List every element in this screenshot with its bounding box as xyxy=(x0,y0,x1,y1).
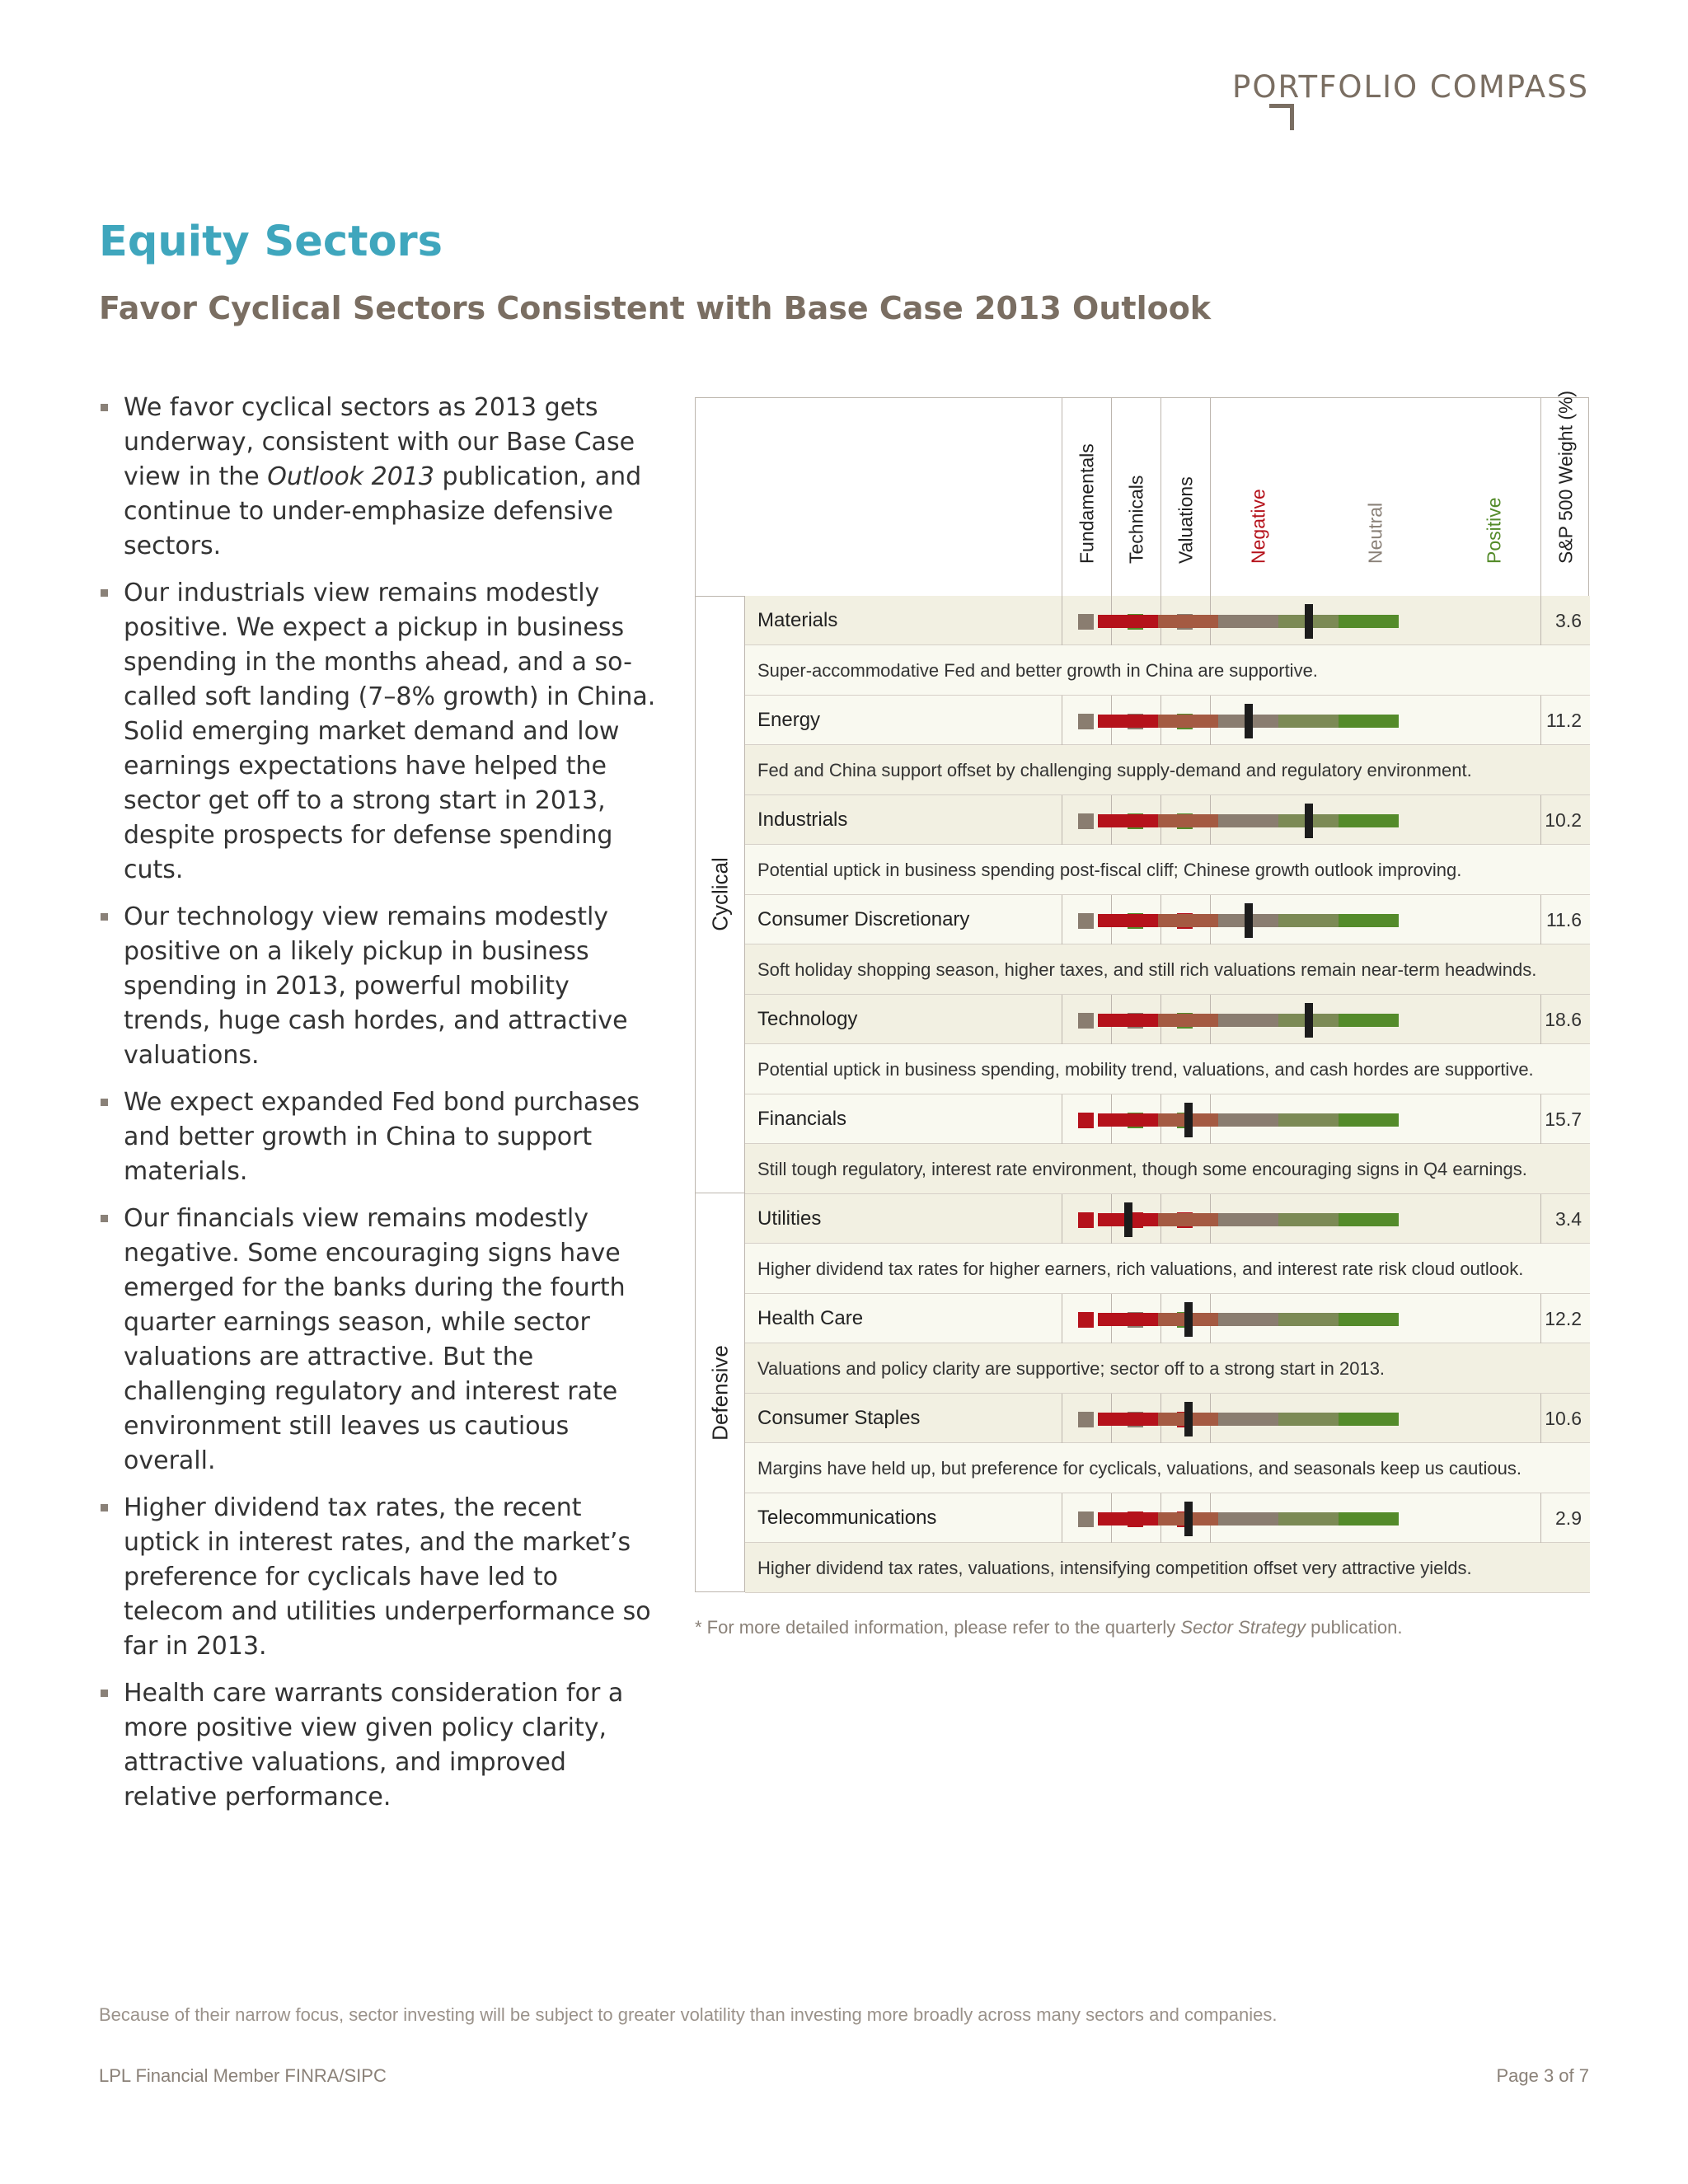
sector-comment-row xyxy=(745,1044,1590,1094)
scale-segment xyxy=(1339,1313,1399,1326)
outlook-marker xyxy=(1184,1502,1193,1536)
scale-segment xyxy=(1278,1413,1339,1426)
fundamentals-indicator xyxy=(1078,1511,1094,1527)
sp500-weight: 18.6 xyxy=(1545,1009,1582,1030)
sp500-weight: 12.2 xyxy=(1545,1308,1582,1329)
outlook-marker xyxy=(1305,804,1313,838)
sector-comment-row xyxy=(745,1144,1590,1194)
scale-segment xyxy=(1278,715,1339,728)
scale-segment xyxy=(1339,1413,1399,1426)
fundamentals-indicator xyxy=(1078,1312,1094,1328)
scale-segment xyxy=(1218,814,1278,827)
scale-segment xyxy=(1218,1113,1278,1127)
column-divider xyxy=(1540,995,1541,1044)
fundamentals-indicator xyxy=(1078,1113,1094,1128)
page-title: Equity Sectors xyxy=(99,218,443,266)
scale-segment xyxy=(1098,1413,1158,1426)
scale-segment xyxy=(1339,914,1399,927)
bullet-square-icon xyxy=(101,1215,108,1222)
scale-segment xyxy=(1339,615,1399,628)
sector-name: Technology xyxy=(757,1008,858,1030)
sector-name: Energy xyxy=(757,709,821,731)
sp500-weight: 10.2 xyxy=(1545,809,1582,831)
sector-row xyxy=(745,1493,1590,1543)
outlook-marker xyxy=(1184,1302,1193,1337)
bullet-square-icon xyxy=(101,589,108,597)
column-divider xyxy=(1540,1094,1541,1144)
fundamentals-indicator xyxy=(1078,1412,1094,1427)
sector-row xyxy=(745,1294,1590,1343)
column-divider xyxy=(1540,895,1541,944)
outlook-scale-bar xyxy=(1098,1014,1399,1027)
sp500-weight: 11.2 xyxy=(1545,710,1582,731)
scale-segment xyxy=(1158,1014,1218,1027)
bullet-item xyxy=(99,1085,659,1189)
sector-row xyxy=(745,995,1590,1044)
bullet-item xyxy=(99,1491,659,1664)
brand-corner-mark xyxy=(1269,104,1294,130)
page-subtitle: Favor Cyclical Sectors Consistent with Base Case 2013 Outlook xyxy=(99,290,1212,326)
sector-comment-row xyxy=(745,1443,1590,1493)
column-divider xyxy=(1540,795,1541,845)
scale-segment xyxy=(1158,615,1218,628)
sp500-weight: 11.6 xyxy=(1545,909,1582,930)
outlook-scale-bar xyxy=(1098,615,1399,628)
scale-segment xyxy=(1339,814,1399,827)
scale-segment xyxy=(1098,615,1158,628)
bullet-item xyxy=(99,576,659,888)
scale-segment xyxy=(1278,1512,1339,1526)
scale-segment xyxy=(1339,715,1399,728)
fundamentals-indicator xyxy=(1078,1013,1094,1029)
scale-segment xyxy=(1339,1113,1399,1127)
scale-segment xyxy=(1278,1113,1339,1127)
column-divider xyxy=(1540,1194,1541,1244)
sector-name: Materials xyxy=(757,609,838,631)
header-technicals-cell xyxy=(1111,398,1160,596)
column-divider xyxy=(1540,1493,1541,1543)
sector-comment: Fed and China support offset by challenging supply-demand and regulatory environment. xyxy=(757,760,1472,780)
scale-segment xyxy=(1218,1313,1278,1326)
sector-comment: Still tough regulatory, interest rate environment, though some encouraging signs in Q4 earnings. xyxy=(757,1159,1527,1179)
outlook-marker xyxy=(1305,604,1313,639)
header-valuations: Valuations xyxy=(1175,476,1196,564)
scale-segment xyxy=(1158,914,1218,927)
sector-row xyxy=(745,596,1590,645)
bullet-item xyxy=(99,900,659,1073)
bullet-square-icon xyxy=(101,913,108,921)
outlook-scale-bar xyxy=(1098,1213,1399,1226)
outlook-marker xyxy=(1184,1402,1193,1436)
header-negative: Negative xyxy=(1247,489,1269,564)
outlook-scale-bar xyxy=(1098,1512,1399,1526)
column-divider xyxy=(1540,696,1541,745)
outlook-marker xyxy=(1124,1202,1132,1237)
column-divider xyxy=(1540,596,1541,645)
header-neutral: Neutral xyxy=(1364,502,1386,564)
bullet-text: Our technology view remains modestly positive on a likely pickup in business spending in 2013, powerful mobility trends, huge cash hordes, and attractive valuations. xyxy=(124,902,628,1070)
bullet-text: Our industrials view remains modestly positive. We expect a pickup in business spending in the months ahead, and a so-called soft landing (7–8% growth) in China. Solid emerging market demand and low earnings expectations have helped the sector get off to a strong start in 2013, despite prospects for defense spending cuts. xyxy=(124,579,656,884)
header-fundamentals: Fundamentals xyxy=(1076,443,1097,564)
sp500-weight: 2.9 xyxy=(1555,1507,1582,1529)
bullet-square-icon xyxy=(101,1690,108,1697)
column-divider xyxy=(1540,1294,1541,1343)
outlook-scale-bar xyxy=(1098,814,1399,827)
bullet-text-continued: publication, and continue to under-emphasize defensive sectors. xyxy=(124,462,642,560)
sector-comment: Higher dividend tax rates, valuations, intensifying competition offset very attractive yields. xyxy=(757,1558,1472,1578)
scale-segment xyxy=(1098,1313,1158,1326)
sector-name: Consumer Discretionary xyxy=(757,908,970,930)
sector-table xyxy=(695,390,1589,1592)
bullet-text: Health care warrants consideration for a more positive view given policy clarity, attractive valuations, and improved relative performance. xyxy=(124,1679,624,1811)
sector-name: Financials xyxy=(757,1108,847,1130)
scale-segment xyxy=(1278,1213,1339,1226)
bullet-item xyxy=(99,1202,659,1479)
sector-row xyxy=(745,1394,1590,1443)
sector-comment: Potential uptick in business spending, mobility trend, valuations, and cash hordes are supportive. xyxy=(757,1059,1534,1080)
header-fundamentals-cell xyxy=(1062,398,1111,596)
header-positive: Positive xyxy=(1483,497,1505,564)
outlook-scale-bar xyxy=(1098,1113,1399,1127)
sector-comment-row xyxy=(745,1343,1590,1394)
page-number: Page 3 of 7 xyxy=(1496,2065,1589,2086)
bullet-text: Higher dividend tax rates, the recent uptick in interest rates, and the market’s preference for cyclicals have led to telecom and utilities underperformance so far in 2013. xyxy=(124,1493,651,1661)
bullet-text: Our financials view remains modestly negative. Some encouraging signs have emerged for the banks during the fourth quarter earnings season, while sector valuations are attractive. But the challenging regulatory and interest rate environment still leaves us cautious overall. xyxy=(124,1204,626,1475)
bullet-item xyxy=(99,391,659,564)
scale-segment xyxy=(1218,1213,1278,1226)
sector-name: Health Care xyxy=(757,1307,864,1329)
bullet-item xyxy=(99,1676,659,1815)
sector-comment-row xyxy=(745,1543,1590,1593)
group-defensive-label: Defensive xyxy=(707,1344,732,1441)
sp500-weight: 15.7 xyxy=(1545,1108,1582,1130)
sector-comment-row xyxy=(745,645,1590,696)
sector-comment-row xyxy=(745,745,1590,795)
sector-comment-row xyxy=(745,1244,1590,1294)
column-divider xyxy=(1540,1394,1541,1443)
scale-segment xyxy=(1339,1213,1399,1226)
bullet-square-icon xyxy=(101,1099,108,1106)
scale-segment xyxy=(1098,1014,1158,1027)
header-outlook-cell xyxy=(1210,398,1540,596)
fundamentals-indicator xyxy=(1078,614,1094,630)
sp500-weight: 10.6 xyxy=(1545,1408,1582,1429)
outlook-marker xyxy=(1184,1103,1193,1137)
sector-name: Utilities xyxy=(757,1207,822,1230)
bullet-text: We favor cyclical sectors as 2013 gets underway, consistent with our Base Case view in the xyxy=(124,393,635,491)
scale-segment xyxy=(1158,814,1218,827)
bullet-square-icon xyxy=(101,404,108,411)
sector-row xyxy=(745,795,1590,845)
header-weight: S&P 500 Weight (%) xyxy=(1554,390,1576,564)
sector-comment: Potential uptick in business spending post-fiscal cliff; Chinese growth outlook improving. xyxy=(757,860,1462,880)
sector-row xyxy=(745,696,1590,745)
scale-segment xyxy=(1098,1512,1158,1526)
outlook-marker xyxy=(1305,1003,1313,1038)
sector-comment: Super-accommodative Fed and better growth in China are supportive. xyxy=(757,660,1318,681)
scale-segment xyxy=(1218,615,1278,628)
bullet-text: We expect expanded Fed bond purchases and better growth in China to support materials. xyxy=(124,1088,640,1186)
bullet-list xyxy=(99,391,659,1827)
sector-name: Consumer Staples xyxy=(757,1407,921,1429)
header-valuations-cell xyxy=(1160,398,1210,596)
bullet-italic-text: Outlook 2013 xyxy=(267,462,434,491)
outlook-scale-bar xyxy=(1098,1313,1399,1326)
sector-name: Telecommunications xyxy=(757,1507,937,1529)
footer-company: LPL Financial Member FINRA/SIPC xyxy=(99,2065,387,2086)
scale-segment xyxy=(1098,715,1158,728)
brand-title: PORTFOLIO COMPASS xyxy=(1232,69,1589,105)
footnote-text: * For more detailed information, please refer to the quarterly xyxy=(695,1617,1181,1638)
outlook-scale-bar xyxy=(1098,1413,1399,1426)
footnote-text-end: publication. xyxy=(1306,1617,1403,1638)
sector-row xyxy=(745,1094,1590,1144)
sector-comment: Higher dividend tax rates for higher earners, rich valuations, and interest rate risk cloud outlook. xyxy=(757,1258,1524,1279)
sector-comment: Soft holiday shopping season, higher taxes, and still rich valuations remain near-term headwinds. xyxy=(757,959,1537,980)
bullet-square-icon xyxy=(101,1504,108,1511)
sector-row xyxy=(745,895,1590,944)
sp500-weight: 3.4 xyxy=(1555,1208,1582,1230)
scale-segment xyxy=(1098,1113,1158,1127)
group-cyclical-cell xyxy=(696,596,745,1193)
scale-segment xyxy=(1278,1313,1339,1326)
outlook-marker xyxy=(1245,704,1253,738)
fundamentals-indicator xyxy=(1078,913,1094,929)
footnote xyxy=(695,1617,1402,1638)
scale-segment xyxy=(1098,814,1158,827)
footnote-publication: Sector Strategy xyxy=(1180,1617,1306,1638)
sector-comment-row xyxy=(745,944,1590,995)
group-cyclical-label: Cyclical xyxy=(707,857,732,931)
scale-segment xyxy=(1218,1512,1278,1526)
header-technicals: Technicals xyxy=(1125,475,1146,564)
scale-segment xyxy=(1218,1413,1278,1426)
sector-comment: Margins have held up, but preference for cyclicals, valuations, and seasonals keep us cautious. xyxy=(757,1458,1522,1479)
header-weight-cell xyxy=(1540,390,1590,596)
scale-segment xyxy=(1158,715,1218,728)
sector-comment-row xyxy=(745,845,1590,895)
sector-row xyxy=(745,1194,1590,1244)
scale-segment xyxy=(1158,1213,1218,1226)
fundamentals-indicator xyxy=(1078,813,1094,829)
sector-comment: Valuations and policy clarity are supportive; sector off to a strong start in 2013. xyxy=(757,1358,1386,1379)
group-defensive-cell xyxy=(696,1193,745,1592)
sector-name: Industrials xyxy=(757,808,848,831)
fundamentals-indicator xyxy=(1078,714,1094,729)
disclaimer: Because of their narrow focus, sector investing will be subject to greater volatility than investing more broadly across many sectors and companies. xyxy=(99,2004,1278,2025)
scale-segment xyxy=(1098,914,1158,927)
sp500-weight: 3.6 xyxy=(1555,610,1582,631)
scale-segment xyxy=(1339,1512,1399,1526)
fundamentals-indicator xyxy=(1078,1212,1094,1228)
scale-segment xyxy=(1278,914,1339,927)
outlook-marker xyxy=(1245,903,1253,938)
scale-segment xyxy=(1218,1014,1278,1027)
scale-segment xyxy=(1339,1014,1399,1027)
